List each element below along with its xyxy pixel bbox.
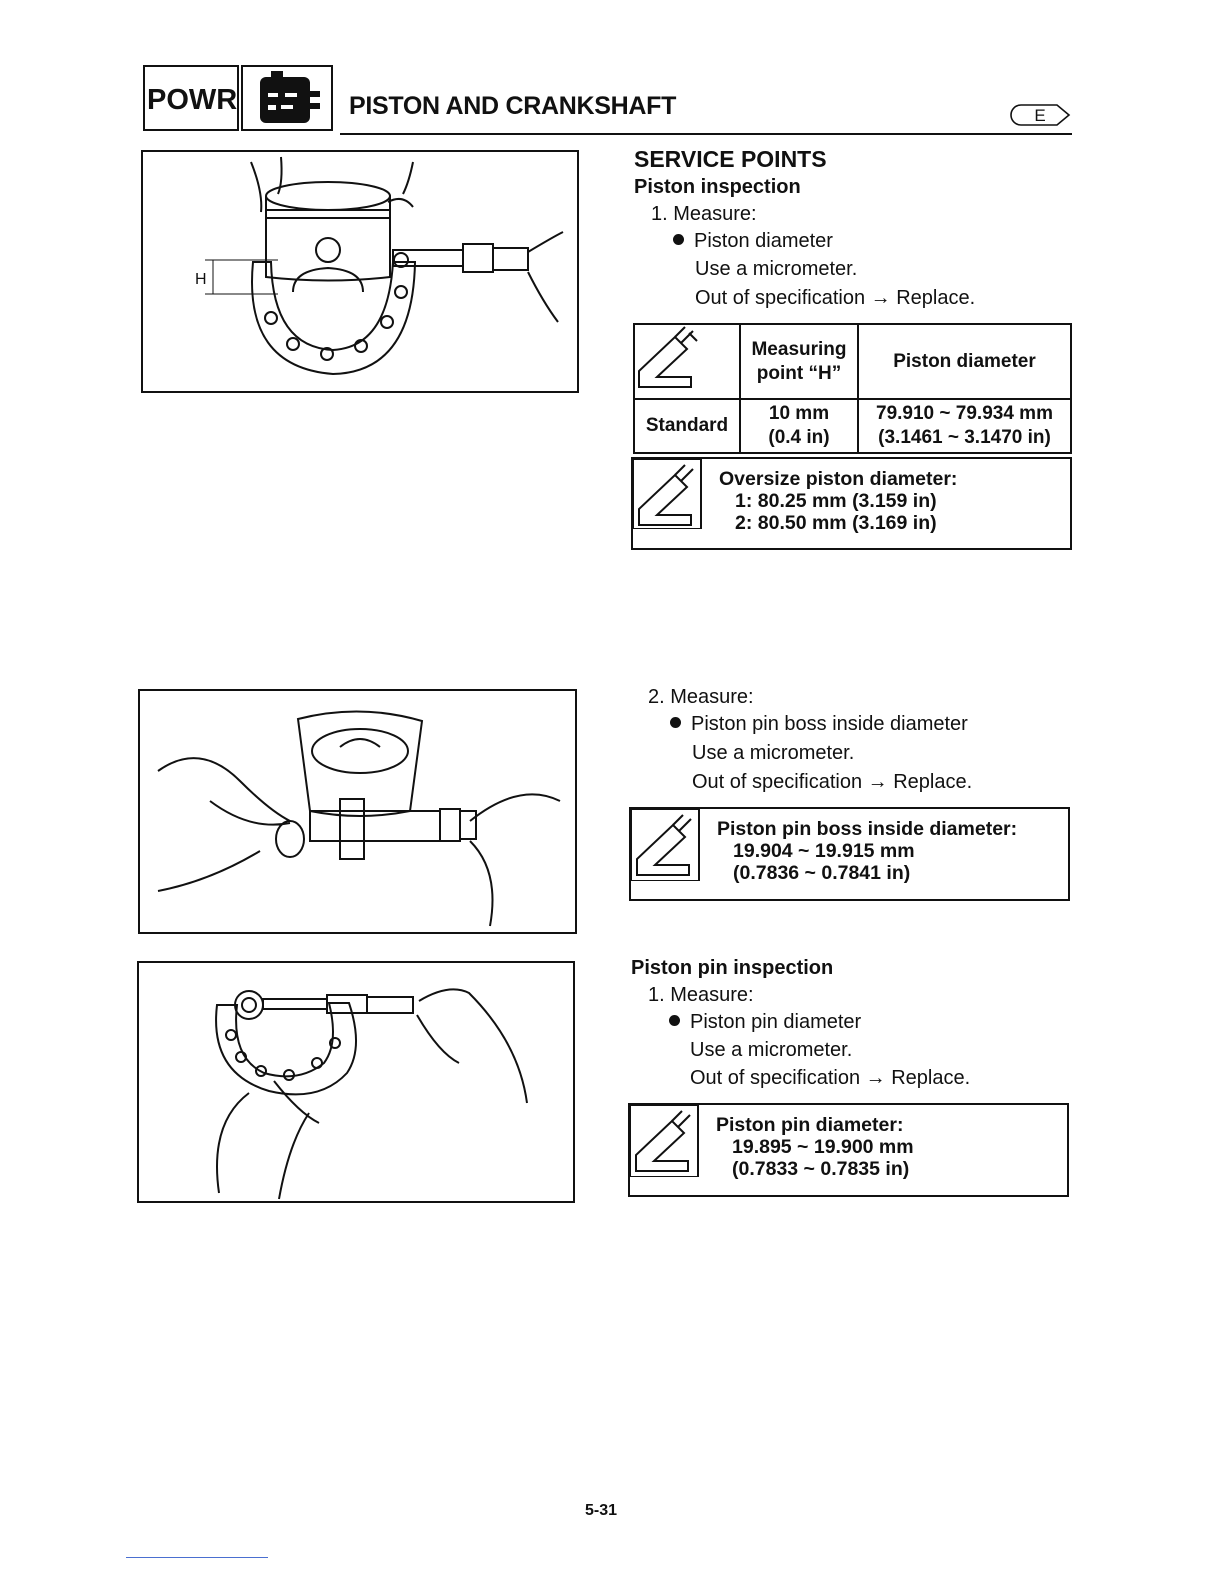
- col-piston-diameter: Piston diameter: [858, 324, 1071, 399]
- bullet-icon: [670, 717, 681, 728]
- caliper-icon: [633, 459, 703, 529]
- caliper-icon: [635, 325, 705, 391]
- measuring-point-h-label: H: [195, 271, 207, 288]
- pin-diameter-title: Piston pin diameter:: [716, 1114, 904, 1136]
- pin-boss-spec-box: [629, 807, 1070, 901]
- section-tag: [143, 65, 239, 131]
- col-measuring-point: Measuring: [751, 338, 847, 360]
- oversize-line-1: 1: 80.25 mm (3.159 in): [735, 490, 937, 512]
- cell-diameter-in: (3.1461 ~ 3.1470 in): [878, 427, 1051, 448]
- pin-diameter-line-2: (0.7833 ~ 0.7835 in): [732, 1158, 910, 1180]
- action-text: Out of specification → Replace.: [695, 287, 976, 309]
- pin-boss-title: Piston pin boss inside diameter:: [717, 818, 1018, 840]
- page-number: 5-31: [585, 1502, 618, 1519]
- caliper-icon: [630, 1105, 700, 1177]
- service-points-heading: SERVICE POINTS: [634, 146, 827, 172]
- pin-diameter-line-1: 19.895 ~ 19.900 mm: [732, 1136, 914, 1158]
- method-text: Use a micrometer.: [695, 258, 858, 280]
- pin-action-text: Out of specification → Replace.: [690, 1067, 971, 1089]
- col-measuring-point-h: point “H”: [756, 362, 842, 384]
- piston-diameter-table: [633, 323, 1072, 454]
- pin-boss-line-2: (0.7836 ~ 0.7841 in): [733, 862, 911, 884]
- bullet-icon: [673, 234, 684, 245]
- figure-piston-pin: [137, 961, 575, 1203]
- step-1-measure: 1. Measure:: [651, 203, 757, 225]
- engine-section-icon: [241, 65, 333, 131]
- bullet-piston-diameter: [673, 230, 833, 253]
- oversize-line-2: 2: 80.50 mm (3.169 in): [735, 512, 937, 534]
- pin-diameter-spec-box: [628, 1103, 1069, 1197]
- bullet-text: Piston diameter: [694, 230, 833, 252]
- piston-inspection-heading: Piston inspection: [634, 176, 801, 198]
- cell-point-in: (0.4 in): [768, 427, 830, 448]
- bullet-pin-diameter: [669, 1011, 861, 1034]
- figure-piston-diameter: [141, 150, 579, 393]
- bullet-pin-boss: [670, 713, 968, 736]
- bullet-icon: [669, 1015, 680, 1026]
- bullet-text: Piston pin boss inside diameter: [691, 713, 968, 735]
- row-standard: Standard: [634, 399, 740, 453]
- oversize-spec-box: [631, 457, 1072, 550]
- pin-boss-line-1: 19.904 ~ 19.915 mm: [733, 840, 915, 862]
- step-2-measure: 2. Measure:: [648, 686, 754, 708]
- language-badge: [1007, 103, 1071, 127]
- pin-step-1-measure: 1. Measure:: [648, 984, 754, 1006]
- method-text-2: Use a micrometer.: [692, 742, 855, 764]
- page-title: PISTON AND CRANKSHAFT: [349, 92, 677, 120]
- header-rule: [340, 133, 1072, 135]
- section-tag-label: POWR: [147, 84, 238, 116]
- cell-diameter-mm: 79.910 ~ 79.934 mm: [876, 403, 1053, 424]
- footer-line: [126, 1557, 268, 1558]
- caliper-icon: [631, 809, 701, 881]
- action-text-2: Out of specification → Replace.: [692, 771, 973, 793]
- pin-method-text: Use a micrometer.: [690, 1039, 853, 1061]
- oversize-title: Oversize piston diameter:: [719, 468, 958, 490]
- cell-point-mm: 10 mm: [768, 403, 830, 424]
- pin-inspection-heading: Piston pin inspection: [631, 957, 834, 979]
- bullet-text: Piston pin diameter: [690, 1011, 862, 1033]
- caliper-icon-cell: [634, 324, 740, 399]
- language-label: E: [1034, 106, 1046, 125]
- figure-pin-boss: [138, 689, 577, 934]
